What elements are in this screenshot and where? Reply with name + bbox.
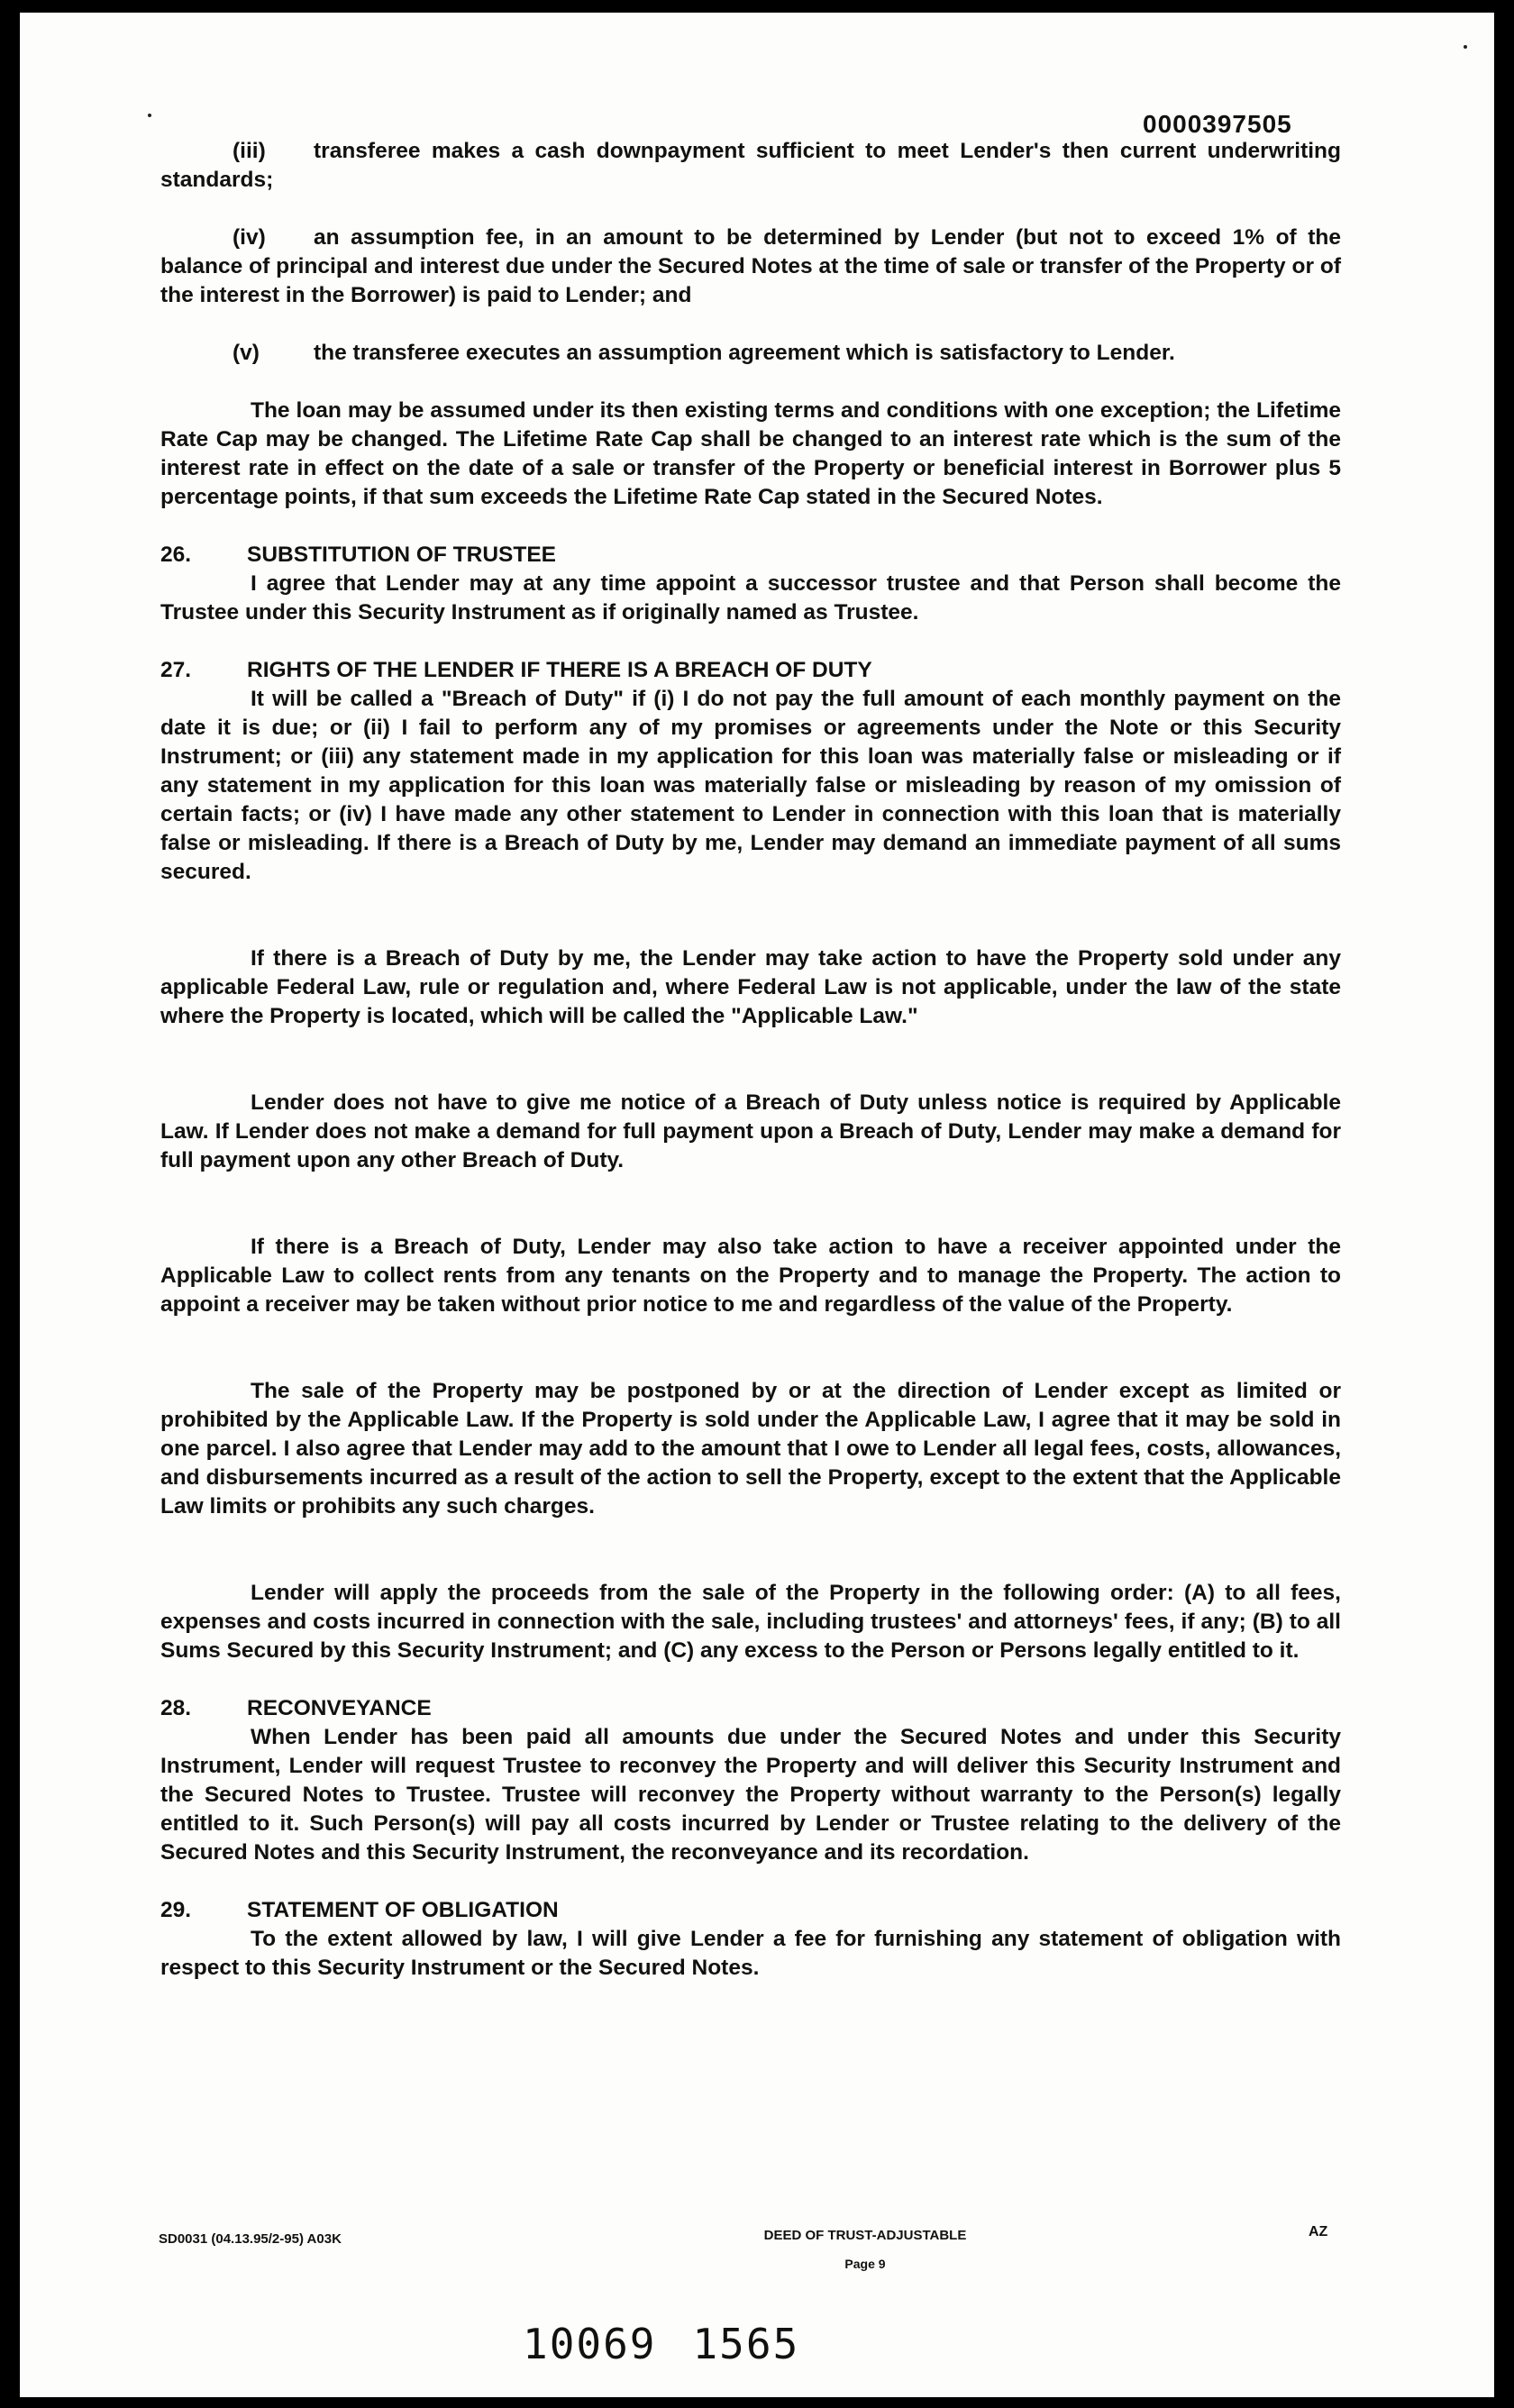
section-paragraph: To the extent allowed by law, I will give Lender a fee for furnishing any statement of obligation with respect to this Security Instrument or the Secured Notes.	[160, 1927, 1341, 1980]
list-item	[160, 137, 1341, 195]
section-paragraph: Lender does not have to give me notice of a Breach of Duty unless notice is required by Applicable Law. If Lender does not make a demand for full payment upon a Breach of Duty, Lender may make a demand for full payment upon any other Breach of Duty.	[160, 1090, 1341, 1172]
section-heading	[160, 1694, 1341, 1723]
assumption-paragraph: The loan may be assumed under its then existing terms and conditions with one exception; the Lifetime Rate Cap may be changed. The Lifetime Rate Cap shall be changed to an interest rate which is the sum of the interest rate in effect on the date of a sale or transfer of the Property or beneficial interest in Borrower plus 5 percentage points, if that sum exceeds the Lifetime Rate Cap stated in the Secured Notes.	[160, 398, 1341, 509]
item-number: (iv)	[233, 225, 266, 250]
item-text: an assumption fee, in an amount to be determined by Lender (but not to exceed 1% of the balance of principal and interest due under the Secured Notes at the time of sale or transfer of the Property or of the interest in the Borrower) is paid to Lender; and	[160, 225, 1341, 307]
list-item	[160, 223, 1341, 310]
document-number: 0000397505	[1143, 110, 1292, 138]
page-number: Page 9	[844, 2257, 886, 2271]
scan-speck	[1464, 45, 1467, 49]
section-number: 28.	[160, 1696, 192, 1720]
footer-title: DEED OF TRUST-ADJUSTABLE	[763, 2228, 967, 2243]
state-code: AZ	[1309, 2224, 1328, 2239]
section-number: 29.	[160, 1898, 192, 1922]
section-paragraph: I agree that Lender may at any time appoint a successor trustee and that Person shall become the Trustee under this Security Instrument as if originally named as Trustee.	[160, 571, 1341, 625]
document-body	[160, 137, 1341, 1983]
section-title: RIGHTS OF THE LENDER IF THERE IS A BREACH OF DUTY	[247, 658, 872, 682]
section-paragraph: If there is a Breach of Duty, Lender may also take action to have a receiver appointed under the Applicable Law to collect rents from any tenants on the Property and to manage the Property. The action to appoint a receiver may be taken without prior notice to me and regardless of the value of the Property.	[160, 1235, 1341, 1317]
section-heading	[160, 541, 1341, 570]
section-number: 26.	[160, 543, 192, 567]
form-code: SD0031 (04.13.95/2-95) A03K	[159, 2231, 342, 2247]
recording-stamp	[523, 2320, 799, 2368]
recording-page: 1565	[692, 2320, 800, 2368]
item-text: transferee makes a cash downpayment sufficient to meet Lender's then current underwriting standards;	[160, 139, 1341, 192]
section-paragraph: If there is a Breach of Duty by me, the Lender may take action to have the Property sold under any applicable Federal Law, rule or regulation and, where Federal Law is not applicable, under the law of the state where the Property is located, which will be called the "Applicable Law."	[160, 946, 1341, 1028]
section-heading	[160, 1896, 1341, 1925]
section-title: RECONVEYANCE	[247, 1696, 432, 1720]
section-title: SUBSTITUTION OF TRUSTEE	[247, 543, 556, 567]
section-paragraph: The sale of the Property may be postponed by or at the direction of Lender except as limited or prohibited by the Applicable Law. If the Property is sold under the Applicable Law, I agree that it may be sold in one parcel. I also agree that Lender may add to the amount that I owe to Lender all legal fees, costs, allowances, and disbursements incurred as a result of the action to sell the Property, except to the extent that the Applicable Law limits or prohibits any such charges.	[160, 1379, 1341, 1519]
recording-book: 10069	[523, 2320, 657, 2368]
section-paragraph: Lender will apply the proceeds from the sale of the Property in the following order: (A) to all fees, expenses and costs incurred in connection with the sale, including trustees' and attorneys' fees, if any; (B) to all Sums Secured by this Security Instrument; and (C) any excess to the Person or Persons legally entitled to it.	[160, 1581, 1341, 1663]
section-paragraph: When Lender has been paid all amounts due under the Secured Notes and under this Security Instrument, Lender will request Trustee to reconvey the Property and will deliver this Security Instrument and the Secured Notes to Trustee. Trustee will reconvey the Property without warranty to the Person(s) legally entitled to it. Such Person(s) will pay all costs incurred by Lender or Trustee relating to the delivery of the Secured Notes and this Security Instrument, the reconveyance and its recordation.	[160, 1725, 1341, 1865]
item-number: (iii)	[233, 139, 266, 163]
section-number: 27.	[160, 658, 192, 682]
item-number: (v)	[233, 341, 260, 365]
scan-speck	[148, 114, 151, 117]
section-paragraph: It will be called a "Breach of Duty" if (i) I do not pay the full amount of each monthly payment on the date it is due; or (ii) I fail to perform any of my promises or agreements under the Note or this Security Instrument; or (iii) any statement made in my application for this loan was materially false or misleading or if any statement in my application for this loan was materially false or misleading by reason of my omission of certain facts; or (iv) I have made any other statement to Lender in connection with this loan that is materially false or misleading. If there is a Breach of Duty by me, Lender may demand an immediate payment of all sums secured.	[160, 687, 1341, 884]
section-heading	[160, 656, 1341, 685]
list-item	[160, 339, 1341, 368]
section-title: STATEMENT OF OBLIGATION	[247, 1898, 559, 1922]
item-text: the transferee executes an assumption agreement which is satisfactory to Lender.	[314, 341, 1175, 365]
